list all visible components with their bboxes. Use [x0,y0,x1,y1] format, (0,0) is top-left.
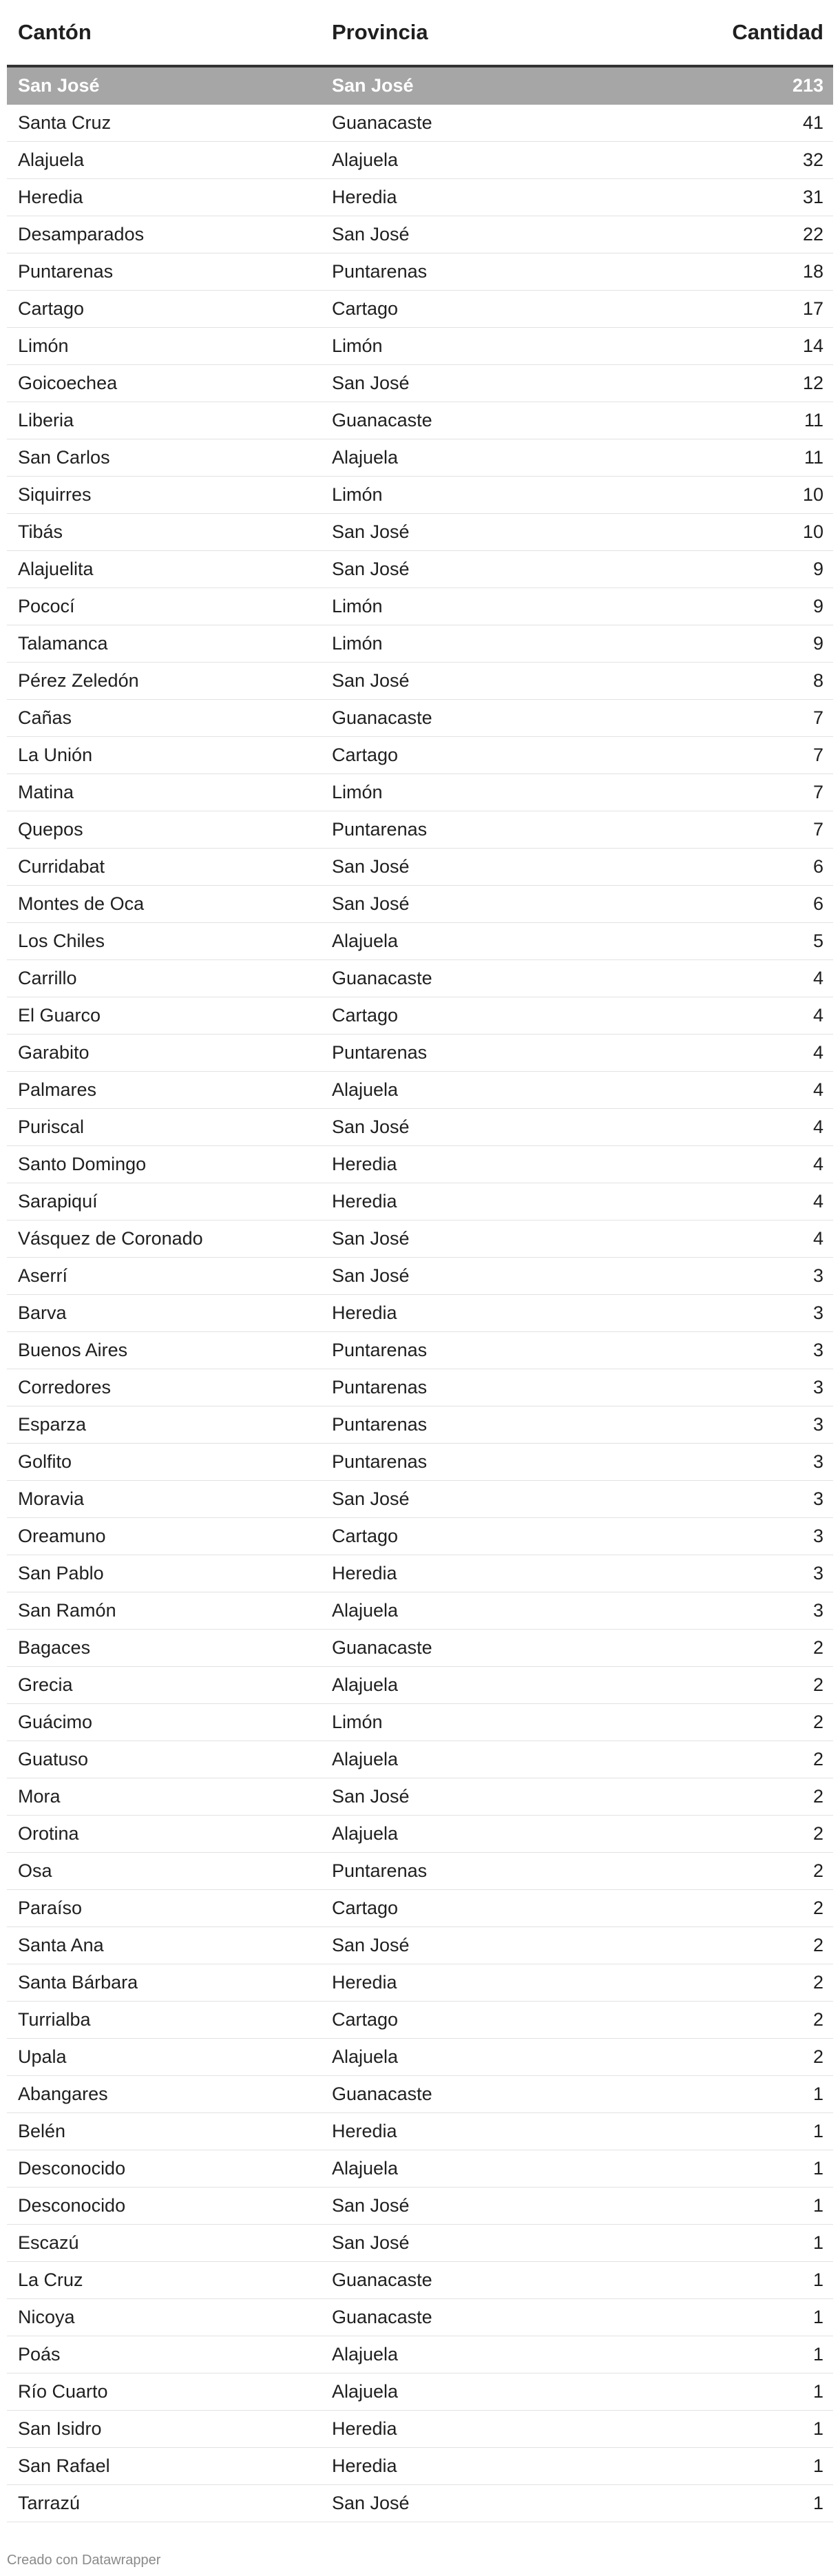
cell-canton: Nicoya [18,2307,75,2327]
table-row [7,1183,833,1221]
cell-cantidad: 32 [802,149,823,170]
cell-cantidad: 2 [812,1712,823,1732]
cell-canton: Santa Cruz [18,112,112,133]
cell-canton: Pérez Zeledón [18,670,139,691]
table-row [7,2076,833,2113]
cell-cantidad: 1 [812,2381,823,2402]
cell-canton: Bagaces [18,1637,91,1658]
cell-canton: Garabito [18,1042,90,1063]
cell-provincia: Heredia [332,1191,397,1212]
cell-provincia: Alajuela [332,2046,399,2067]
cell-canton: Curridabat [18,856,105,877]
cell-canton: Cartago [18,298,85,319]
cell-provincia: Puntarenas [332,1414,428,1435]
cell-cantidad: 1 [812,2195,823,2216]
cell-cantidad: 8 [812,670,823,691]
table-row [7,2299,833,2336]
table-row [7,328,833,365]
cell-provincia: Heredia [332,1302,397,1323]
cell-canton: Upala [18,2046,67,2067]
table-row [7,1555,833,1592]
table-row [7,997,833,1035]
cell-canton: Puntarenas [18,261,114,282]
cell-provincia: Guanacaste [332,1637,432,1658]
cell-provincia: Guanacaste [332,2084,432,2104]
cell-cantidad: 1 [812,2418,823,2439]
table-row [7,477,833,514]
cell-provincia: Cartago [332,298,399,319]
cell-provincia: Alajuela [332,1749,399,1769]
cell-cantidad: 1 [812,2493,823,2513]
table-row [7,1964,833,2002]
cell-cantidad: 1 [812,2084,823,2104]
cell-canton: Matina [18,782,74,802]
cell-provincia: Heredia [332,2418,397,2439]
cell-provincia: Cartago [332,2009,399,2030]
table-row [7,216,833,253]
table-row [7,365,833,402]
cell-provincia: Alajuela [332,1674,399,1695]
cell-cantidad: 1 [812,2344,823,2365]
cell-provincia: Limón [332,484,383,505]
cell-provincia: Alajuela [332,1600,399,1621]
cell-canton: Montes de Oca [18,893,145,914]
cell-cantidad: 3 [812,1563,823,1583]
table-row [7,1295,833,1332]
cell-canton: Poás [18,2344,61,2365]
table-row [7,2002,833,2039]
cell-provincia: San José [332,856,410,877]
cell-cantidad: 3 [812,1265,823,1286]
cell-provincia: Heredia [332,1563,397,1583]
cell-cantidad: 4 [812,1228,823,1249]
cell-canton: La Unión [18,745,93,765]
cell-cantidad: 2 [812,1786,823,1807]
cell-cantidad: 3 [812,1302,823,1323]
cell-canton: Belén [18,2121,66,2141]
cell-canton: San Rafael [18,2455,110,2476]
cell-canton: Mora [18,1786,61,1807]
cell-canton: Limón [18,335,69,356]
cell-cantidad: 6 [812,893,823,914]
cell-cantidad: 2 [812,2046,823,2067]
cell-provincia: Alajuela [332,2344,399,2365]
table-row [7,886,833,923]
cell-cantidad: 213 [792,75,823,96]
cell-cantidad: 22 [802,224,823,245]
cell-cantidad: 14 [802,335,823,356]
cell-provincia: Cartago [332,1526,399,1546]
cell-canton: Corredores [18,1377,112,1398]
cell-provincia: Cartago [332,1898,399,1918]
table-row [7,402,833,439]
table-row [7,67,833,105]
cell-provincia: Limón [332,596,383,616]
table-header [7,0,833,67]
table-row [7,1927,833,1964]
cell-provincia: San José [332,75,414,96]
cell-canton: San Isidro [18,2418,102,2439]
data-table [7,0,833,2522]
cell-provincia: Guanacaste [332,968,432,988]
cell-canton: Paraíso [18,1898,83,1918]
cell-canton: Alajuelita [18,559,94,579]
cell-canton: Escazú [18,2232,79,2253]
cell-cantidad: 7 [812,819,823,840]
cell-provincia: San José [332,1116,410,1137]
cell-canton: Moravia [18,1488,85,1509]
table-row [7,1444,833,1481]
cell-cantidad: 3 [812,1600,823,1621]
cell-cantidad: 2 [812,1935,823,1955]
header-provincia[interactable]: Provincia [332,20,428,44]
table-row [7,2374,833,2411]
header-cantidad[interactable]: Cantidad [732,20,823,44]
cell-canton: San José [18,75,100,96]
cell-provincia: Heredia [332,2121,397,2141]
table-row [7,849,833,886]
cell-cantidad: 18 [802,261,823,282]
cell-provincia: Guanacaste [332,2307,432,2327]
table-row [7,774,833,811]
cell-provincia: Limón [332,1712,383,1732]
table-row [7,1630,833,1667]
cell-cantidad: 4 [812,1005,823,1026]
cell-canton: Río Cuarto [18,2381,108,2402]
cell-canton: San Carlos [18,447,110,468]
cell-canton: Alajuela [18,149,85,170]
cell-canton: Guatuso [18,1749,89,1769]
cell-canton: Siquirres [18,484,92,505]
cell-provincia: Puntarenas [332,1340,428,1360]
table-row [7,1518,833,1555]
cell-provincia: Limón [332,335,383,356]
cell-provincia: Heredia [332,2455,397,2476]
table-row [7,514,833,551]
cell-canton: Orotina [18,1823,79,1844]
table-row [7,737,833,774]
table-row [7,2039,833,2076]
cell-canton: Palmares [18,1079,97,1100]
table-row [7,1853,833,1890]
table-row [7,1778,833,1816]
cell-provincia: Heredia [332,1154,397,1174]
table-row [7,811,833,849]
table-row [7,439,833,477]
cell-canton: Oreamuno [18,1526,106,1546]
cell-provincia: Cartago [332,745,399,765]
cell-canton: Golfito [18,1451,72,1472]
cell-cantidad: 3 [812,1377,823,1398]
cell-cantidad: 12 [802,373,823,393]
table-row [7,588,833,625]
table-row [7,1072,833,1109]
table-row [7,1667,833,1704]
cell-provincia: Guanacaste [332,112,432,133]
cell-provincia: Limón [332,633,383,654]
table-row [7,1258,833,1295]
table-row [7,2150,833,2188]
cell-canton: Tarrazú [18,2493,81,2513]
cell-canton: Sarapiquí [18,1191,98,1212]
cell-canton: Grecia [18,1674,73,1695]
cell-provincia: San José [332,559,410,579]
cell-canton: La Cruz [18,2269,83,2290]
table-row [7,1741,833,1778]
table-row [7,2113,833,2150]
table-row [7,2485,833,2522]
cell-cantidad: 4 [812,968,823,988]
cell-cantidad: 1 [812,2158,823,2179]
cell-provincia: Puntarenas [332,1042,428,1063]
cell-provincia: Alajuela [332,1079,399,1100]
table-row [7,1481,833,1518]
cell-canton: Esparza [18,1414,87,1435]
table-row [7,663,833,700]
cell-canton: Santo Domingo [18,1154,147,1174]
cell-canton: El Guarco [18,1005,101,1026]
cell-cantidad: 2 [812,1637,823,1658]
cell-provincia: Puntarenas [332,1377,428,1398]
cell-provincia: San José [332,2195,410,2216]
cell-canton: Barva [18,1302,67,1323]
cell-provincia: Cartago [332,1005,399,1026]
cell-canton: Heredia [18,187,83,207]
table-row [7,700,833,737]
cell-canton: Turrialba [18,2009,91,2030]
cell-provincia: Limón [332,782,383,802]
cell-canton: Vásquez de Coronado [18,1228,203,1249]
cell-canton: Desamparados [18,224,145,245]
cell-canton: Desconocido [18,2195,126,2216]
cell-canton: Los Chiles [18,931,105,951]
cell-cantidad: 7 [812,782,823,802]
table-row [7,2448,833,2485]
cell-cantidad: 9 [812,633,823,654]
cell-cantidad: 4 [812,1042,823,1063]
cell-provincia: San José [332,670,410,691]
table-row [7,2262,833,2299]
cell-cantidad: 5 [812,931,823,951]
cell-canton: Buenos Aires [18,1340,128,1360]
cell-provincia: San José [332,2493,410,2513]
table-row [7,1035,833,1072]
cell-cantidad: 1 [812,2121,823,2141]
cell-canton: Quepos [18,819,83,840]
cell-cantidad: 2 [812,1749,823,1769]
cell-cantidad: 17 [802,298,823,319]
table-row [7,551,833,588]
table-row [7,105,833,142]
table-row [7,253,833,291]
cell-canton: Desconocido [18,2158,126,2179]
cell-canton: Guácimo [18,1712,93,1732]
cell-provincia: Puntarenas [332,261,428,282]
cell-canton: Talamanca [18,633,108,654]
cell-cantidad: 4 [812,1116,823,1137]
cell-canton: San Pablo [18,1563,104,1583]
table-row [7,1816,833,1853]
table-row [7,179,833,216]
cell-cantidad: 41 [802,112,823,133]
cell-cantidad: 9 [812,559,823,579]
cell-cantidad: 3 [812,1451,823,1472]
cell-cantidad: 1 [812,2232,823,2253]
cell-provincia: San José [332,521,410,542]
cell-canton: Tibás [18,521,63,542]
cell-provincia: Alajuela [332,2381,399,2402]
header-canton[interactable]: Cantón [18,20,92,44]
table-row [7,1704,833,1741]
cell-provincia: San José [332,1265,410,1286]
cell-cantidad: 4 [812,1154,823,1174]
cell-provincia: San José [332,1786,410,1807]
cell-provincia: Alajuela [332,1823,399,1844]
cell-provincia: San José [332,1488,410,1509]
cell-cantidad: 1 [812,2269,823,2290]
table-row [7,923,833,960]
cell-provincia: Guanacaste [332,707,432,728]
cell-cantidad: 2 [812,2009,823,2030]
cell-canton: Pococí [18,596,75,616]
cell-provincia: Alajuela [332,447,399,468]
cell-canton: San Ramón [18,1600,116,1621]
cell-cantidad: 4 [812,1191,823,1212]
cell-cantidad: 11 [804,410,823,430]
cell-provincia: Heredia [332,1972,397,1993]
cell-cantidad: 31 [802,187,823,207]
cell-cantidad: 1 [812,2307,823,2327]
cell-cantidad: 10 [802,521,823,542]
cell-canton: Santa Bárbara [18,1972,138,1993]
cell-cantidad: 2 [812,1674,823,1695]
table-row [7,625,833,663]
table-row [7,2336,833,2374]
cell-provincia: Guanacaste [332,2269,432,2290]
cell-canton: Goicoechea [18,373,118,393]
table-row [7,2225,833,2262]
table-row [7,142,833,179]
cell-provincia: Alajuela [332,2158,399,2179]
cell-cantidad: 2 [812,1860,823,1881]
table-row [7,1332,833,1369]
cell-provincia: San José [332,893,410,914]
table-row [7,1146,833,1183]
cell-canton: Aserrí [18,1265,68,1286]
table-row [7,1406,833,1444]
cell-cantidad: 3 [812,1414,823,1435]
table-row [7,1890,833,1927]
cell-provincia: Puntarenas [332,1451,428,1472]
table-row [7,291,833,328]
cell-canton: Santa Ana [18,1935,104,1955]
table-row [7,1369,833,1406]
table-row [7,1109,833,1146]
cell-cantidad: 7 [812,707,823,728]
cell-provincia: Puntarenas [332,819,428,840]
cell-canton: Abangares [18,2084,108,2104]
cell-cantidad: 9 [812,596,823,616]
cell-canton: Puriscal [18,1116,85,1137]
cell-cantidad: 7 [812,745,823,765]
cell-provincia: San José [332,373,410,393]
cell-cantidad: 2 [812,1972,823,1993]
cell-canton: Liberia [18,410,74,430]
cell-provincia: San José [332,1935,410,1955]
cell-provincia: Guanacaste [332,410,432,430]
table-row [7,2411,833,2448]
cell-cantidad: 2 [812,1898,823,1918]
cell-provincia: San José [332,2232,410,2253]
cell-provincia: Puntarenas [332,1860,428,1881]
cell-cantidad: 4 [812,1079,823,1100]
cell-cantidad: 1 [812,2455,823,2476]
cell-canton: Osa [18,1860,52,1881]
cell-canton: Carrillo [18,968,77,988]
cell-provincia: San José [332,224,410,245]
cell-provincia: Alajuela [332,931,399,951]
cell-cantidad: 3 [812,1340,823,1360]
cell-provincia: Heredia [332,187,397,207]
cell-canton: Cañas [18,707,72,728]
footer-credit[interactable]: Creado con Datawrapper [7,2553,161,2568]
cell-cantidad: 10 [802,484,823,505]
table-row [7,1592,833,1630]
cell-provincia: Alajuela [332,149,399,170]
table-row [7,2188,833,2225]
cell-cantidad: 3 [812,1488,823,1509]
table-body [7,67,833,2522]
cell-cantidad: 6 [812,856,823,877]
cell-cantidad: 3 [812,1526,823,1546]
cell-cantidad: 11 [804,447,823,468]
cell-cantidad: 2 [812,1823,823,1844]
cell-provincia: San José [332,1228,410,1249]
table-row [7,1221,833,1258]
table-row [7,960,833,997]
